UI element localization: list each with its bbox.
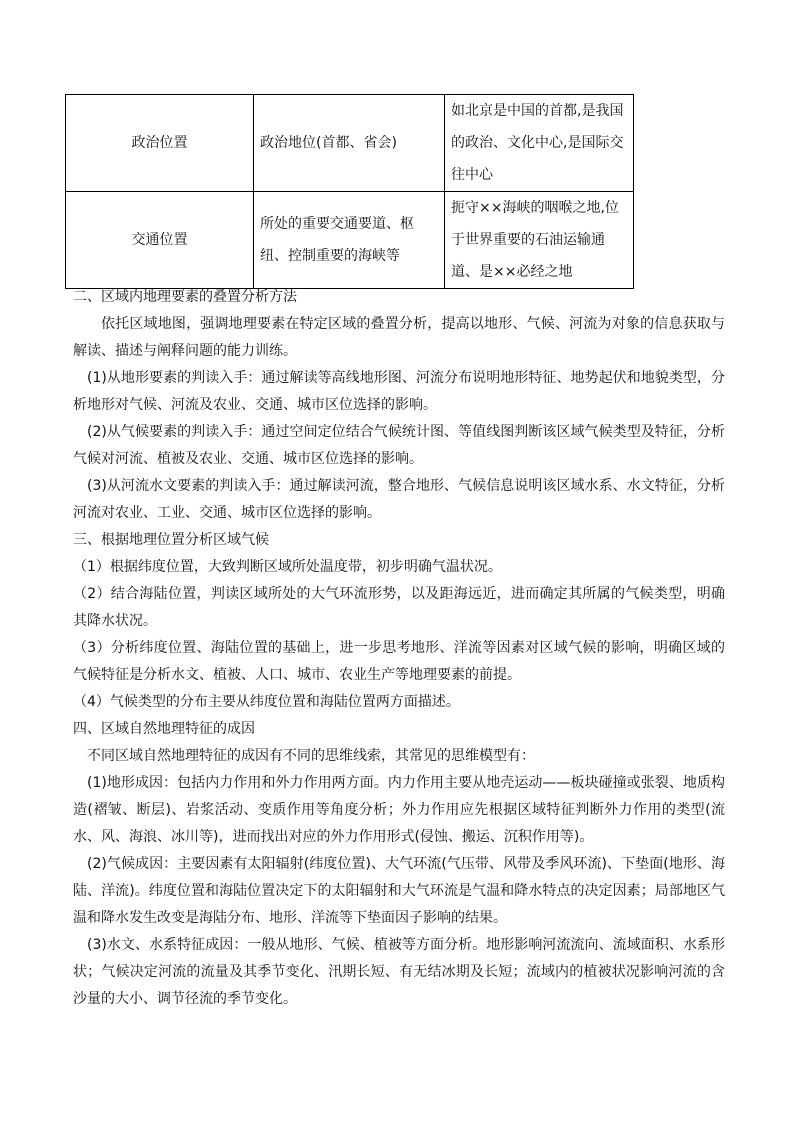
list-item: （3）分析纬度位置、海陆位置的基础上，进一步思考地形、洋流等因素对区域气候的影响，明确区域的气候特征是分析水文、植被、人口、城市、农业生产等地理要素的前提。 [73,640,725,683]
document-body [73,284,725,1013]
list-item: （4）气候类型的分布主要从纬度位置和海陆位置两方面描述。 [73,694,460,710]
section-heading: 四、区域自然地理特征的成因 [73,721,255,737]
section-heading: 三、根据地理位置分析区域气候 [73,532,269,548]
table-row [66,192,634,289]
list-item: (2)气候成因：主要因素有太阳辐射(纬度位置)、大气环流(气压带、风带及季风环流)、下垫面(地形、海陆、洋流)。纬度位置和海陆位置决定下的太阳辐射和大气环流是气温和降水特点的决定因素；局部地区气温和降水发生改变是海陆分布、地形、洋流等下垫面因子影响的结果。 [73,856,725,926]
table-cell-example: 扼守××海峡的咽喉之地,位于世界重要的石油运输通道、是××必经之地 [445,192,634,289]
list-item: (1)从地形要素的判读入手：通过解读等高线地形图、河流分布说明地形特征、地势起伏和地貌类型，分析地形对气候、河流及农业、交通、城市区位选择的影响。 [73,370,725,413]
table-cell-aspect: 所处的重要交通要道、枢纽、控制重要的海峡等 [254,192,445,289]
location-table [65,94,634,289]
table-cell-type: 交通位置 [66,192,254,289]
section-heading: 二、区域内地理要素的叠置分析方法 [73,289,297,305]
table-cell-example: 如北京是中国的首都,是我国的政治、文化中心,是国际交往中心 [445,95,634,192]
list-item: （1）根据纬度位置，大致判断区域所处温度带，初步明确气温状况。 [73,559,502,575]
paragraph: 不同区域自然地理特征的成因有不同的思维线索，其常见的思维模型有： [87,748,535,764]
table-cell-type: 政治位置 [66,95,254,192]
list-item: (3)从河流水文要素的判读入手：通过解读河流，整合地形、气候信息说明该区域水系、水文特征，分析河流对农业、工业、交通、城市区位选择的影响。 [73,478,725,521]
list-item: (1)地形成因：包括内力作用和外力作用两方面。内力作用主要从地壳运动——板块碰撞或张裂、地质构造(褶皱、断层)、岩浆活动、变质作用等角度分析；外力作用应先根据区域特征判断外力作用的类型(流水、风、海浪、冰川等)，进而找出对应的外力作用形式(侵蚀、搬运、沉积作用等)。 [73,775,725,845]
list-item: （2）结合海陆位置，判读区域所处的大气环流形势，以及距海远近，进而确定其所属的气候类型，明确其降水状况。 [73,586,725,629]
table-cell-aspect: 政治地位(首都、省会) [254,95,445,192]
list-item: (3)水文、水系特征成因：一般从地形、气候、植被等方面分析。地形影响河流流向、流域面积、水系形状；气候决定河流的流量及其季节变化、汛期长短、有无结冰期及长短；流域内的植被状况影响河流的含沙量的大小、调节径流的季节变化。 [73,937,725,1007]
list-item: (2)从气候要素的判读入手：通过空间定位结合气候统计图、等值线图判断该区域气候类型及特征，分析气候对河流、植被及农业、交通、城市区位选择的影响。 [73,424,725,467]
table-row [66,95,634,192]
paragraph: 依托区域地图，强调地理要素在特定区域的叠置分析，提高以地形、气候、河流为对象的信息获取与解读、描述与阐释问题的能力训练。 [73,316,725,359]
